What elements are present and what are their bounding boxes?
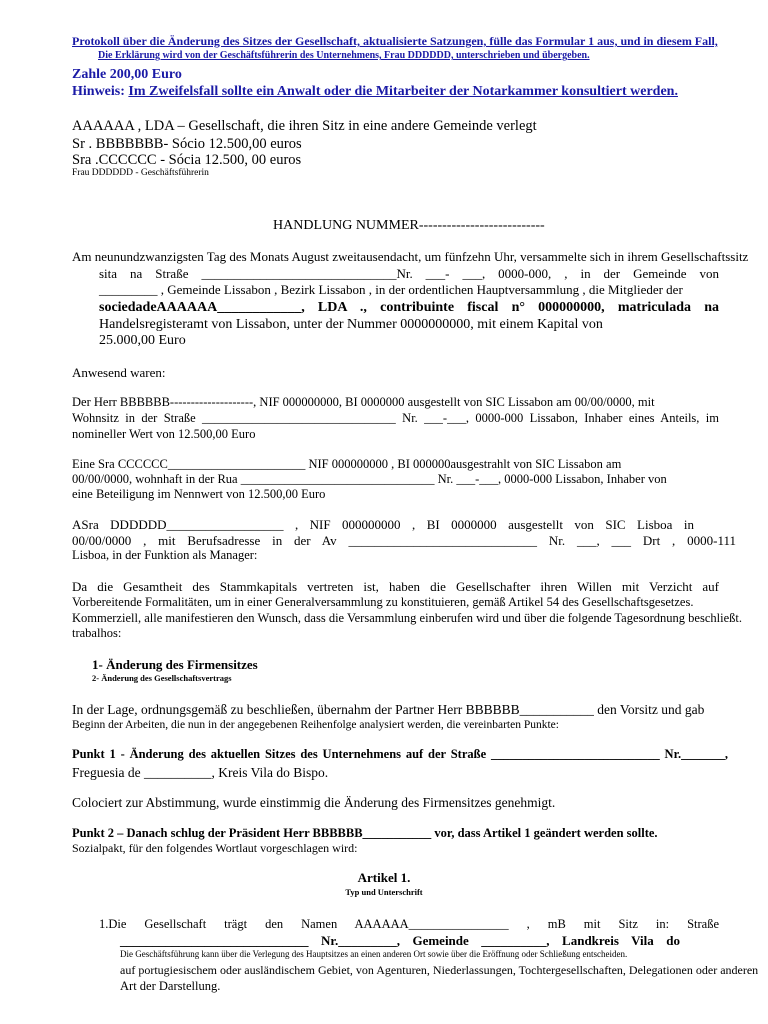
manager-line-2: 00/00/0000 , mit Berufsadresse in der Av _____________________________ Nr. ___, ___ Drt , 0000-111	[72, 533, 736, 548]
intro-line-1: Am neunundzwanzigsten Tag des Monats August zweitausendacht, um fünfzehn Uhr, versammelte sich in ihrem Gesellschaftssitz	[72, 249, 749, 264]
company-line-3: Sra .CCCCCC - Sócia 12.500, 00 euros	[72, 152, 302, 168]
company-line-1: AAAAAA , LDA – Gesellschaft, die ihren Sitz in eine andere Gemeinde verlegt	[72, 118, 537, 134]
capital-line-1: Da die Gesamtheit des Stammkapitals vertreten ist, haben die Gesellschafter ihren Willen mit Verzicht auf	[72, 579, 719, 594]
point-2-line-2: Sozialpakt, für den folgendes Wortlaut vorgeschlagen wird:	[72, 841, 358, 855]
chair-line-2: Beginn der Arbeiten, die nun in der angegebenen Reihenfolge analysiert werden, die vereinbarten Punkte:	[72, 719, 559, 731]
agenda-item-1: 1- Änderung des Firmensitzes	[92, 657, 258, 672]
article-subtitle: Typ und Unterschrift	[345, 887, 423, 897]
article-line-1: 1.Die Gesellschaft trägt den Namen AAAAAA________________ , mB mit Sitz in: Straße	[99, 917, 719, 931]
article-line-2: _____________________________ Nr._________, Gemeinde __________, Landkreis Vila do	[120, 933, 680, 948]
capital-line-3: Kommerziell, alle manifestieren den Wunsch, dass die Versammlung einberufen wird und über die folgende Tagesordnung beschließt.	[72, 611, 742, 625]
hint-label: Hinweis:	[72, 84, 129, 99]
partner-2-line-1: Eine Sra CCCCCC______________________ NIF 000000000 , BI 000000ausgestrahlt von SIC Lissabon am	[72, 457, 622, 471]
partner-1-line-2: Wohnsitz in der Straße _______________________________ Nr. ___-___, 0000-000 Lissabon, Inhaber eines Anteils, im	[72, 411, 719, 425]
intro-line-6: 25.000,00 Euro	[99, 333, 186, 348]
manager-line-3: Lisboa, in der Funktion als Manager:	[72, 548, 258, 562]
payment-note: Zahle 200,00 Euro	[72, 67, 182, 82]
header-line-1: Protokoll über die Änderung des Sitzes der Gesellschaft, aktualisierte Satzungen, fülle das Formular 1 aus, und in diesem Fall,	[72, 34, 718, 48]
point-2-line-1: Punkt 2 – Danach schlug der Präsident Herr BBBBBB___________ vor, dass Artikel 1 geändert werden sollte.	[72, 826, 658, 840]
chair-line-1: In der Lage, ordnungsgemäß zu beschließen, übernahm der Partner Herr BBBBBB___________ den Vorsitz und gab	[72, 702, 705, 717]
partner-1-line-1: Der Herr BBBBBB--------------------, NIF 000000000, BI 0000000 ausgestellt von SIC Lissabon am 00/00/0000, mit	[72, 395, 655, 409]
capital-line-4: trabalhos:	[72, 626, 122, 640]
intro-line-3: _________ , Gemeinde Lissabon , Bezirk Lissabon , in der ordentlichen Hauptversammlung , die Mitglieder der	[99, 282, 683, 297]
article-line-3: Die Geschäftsführung kann über die Verlegung des Hauptsitzes an einen anderen Ort sowie über die Eröffnung oder Schließung entscheiden.	[120, 949, 628, 959]
document-title: HANDLUNG NUMMER---------------------------	[273, 218, 545, 233]
manager-line-1: ASra DDDDDD__________________ , NIF 000000000 , BI 0000000 ausgestellt von SIC Lisboa in	[72, 517, 694, 532]
vote-result: Colociert zur Abstimmung, wurde einstimmig die Änderung des Firmensitzes genehmigt.	[72, 795, 556, 810]
intro-line-2: sita na Straße ______________________________Nr. ___- ___, 0000-000, , in der Gemeinde von	[99, 266, 719, 281]
point-1-line-2: Freguesia de __________, Kreis Vila do Bispo.	[72, 765, 329, 780]
partner-1-line-3: nomineller Wert von 12.500,00 Euro	[72, 427, 256, 441]
header-line-2: Die Erklärung wird von der Geschäftsführerin des Unternehmens, Frau DDDDDD, unterschrieben und übergeben.	[98, 50, 590, 61]
partner-2-line-2: 00/00/0000, wohnhaft in der Rua _______________________________ Nr. ___-___, 0000-000 Lissabon, Inhaber von	[72, 472, 667, 486]
partner-2-line-3: eine Beteiligung im Nennwert von 12.500,00 Euro	[72, 487, 326, 501]
agenda-item-2: 2- Änderung des Gesellschaftsvertrags	[92, 673, 232, 683]
company-line-2: Sr . BBBBBBB- Sócio 12.500,00 euros	[72, 136, 302, 152]
article-line-5: Art der Darstellung.	[120, 979, 221, 993]
company-line-4: Frau DDDDDD - Geschäftsführerin	[72, 168, 209, 178]
intro-line-5: Handelsregisteramt von Lissabon, unter der Nummer 0000000000, mit einem Kapital von	[99, 317, 603, 332]
capital-line-2: Vorbereitende Formalitäten, um in einer Generalversammlung zu konstituieren, gemäß Artikel 54 des Gesellschaftsgesetzes.	[72, 595, 694, 609]
point-1-line-1: Punkt 1 - Änderung des aktuellen Sitzes des Unternehmens auf der Straße ___________________________ Nr._______,	[72, 747, 728, 761]
hint-text: Im Zweifelsfall sollte ein Anwalt oder die Mitarbeiter der Notarkammer konsultiert werden.	[128, 84, 678, 99]
article-title: Artikel 1.	[357, 870, 411, 885]
hint-note	[72, 85, 678, 99]
present-heading: Anwesend waren:	[72, 365, 166, 380]
article-line-4: auf portugiesischem oder ausländischem Gebiet, von Agenturen, Niederlassungen, Tochtergesellschaften, Delegationen oder anderen	[120, 963, 759, 977]
intro-line-4: sociedadeAAAAAA____________, LDA ., contribuinte fiscal n° 000000000, matriculada na	[99, 300, 719, 315]
